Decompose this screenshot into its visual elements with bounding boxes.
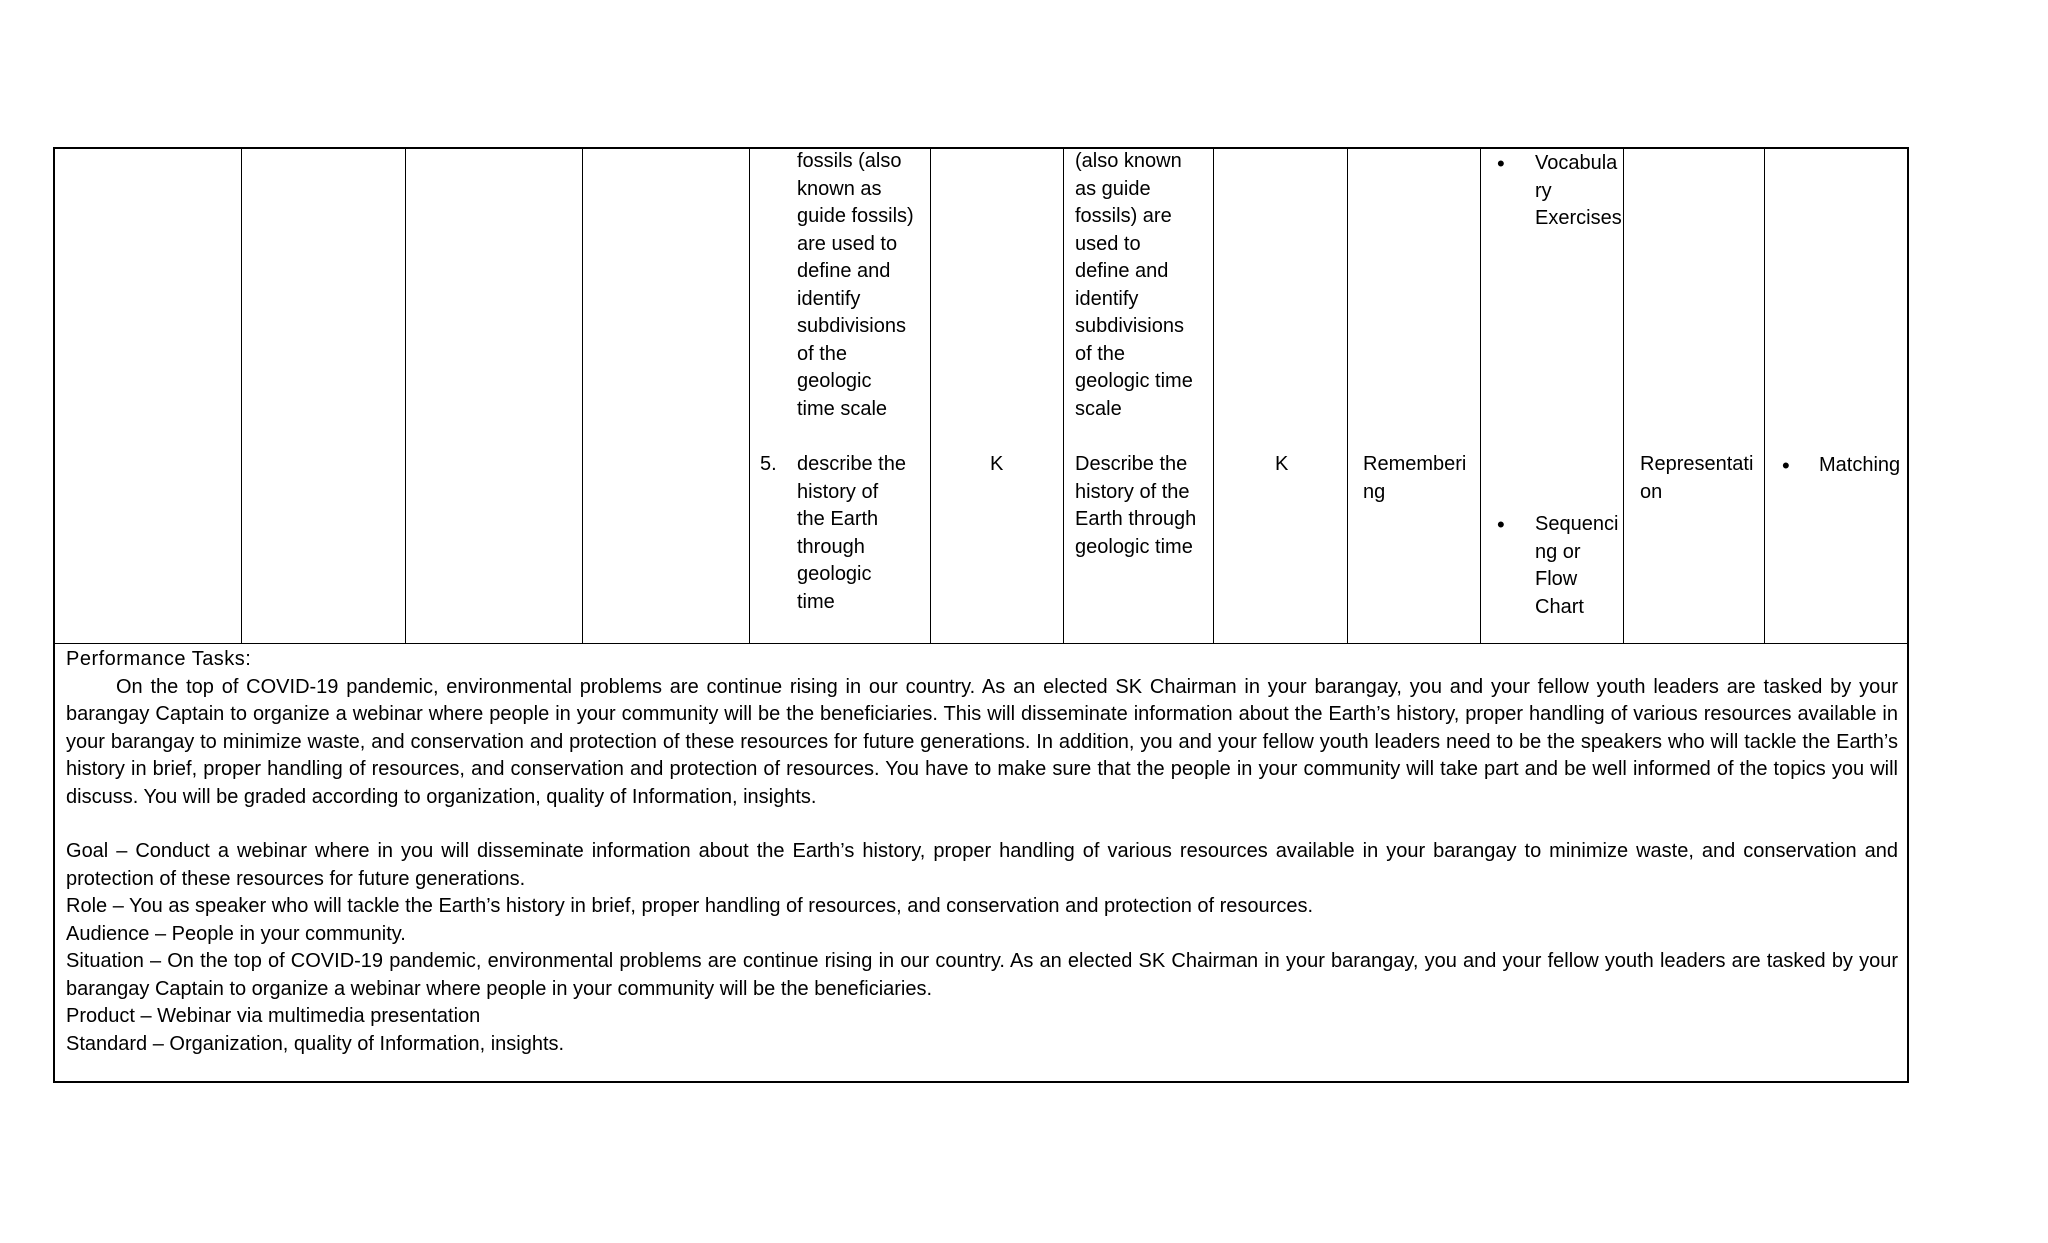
objective-line: geologic time xyxy=(1075,535,1193,558)
representation-cell xyxy=(1640,451,1762,506)
representation-line: Representati xyxy=(1640,453,1754,475)
assessment-item: Matching xyxy=(1819,454,1901,476)
competency-line: are used to xyxy=(797,232,898,255)
competency-line: identify xyxy=(797,287,861,310)
grasps-text: roduct – Webinar via multimedia presentation xyxy=(79,1005,481,1027)
activity-line: ry xyxy=(1535,179,1552,202)
cognitive-level-line: Rememberi xyxy=(1363,453,1467,475)
competency-line: guide fossils) xyxy=(797,205,914,227)
bullet-icon: • xyxy=(1497,151,1505,176)
activity-line: Flow xyxy=(1535,568,1578,590)
cognitive-level-cell xyxy=(1363,451,1475,506)
competency-line: time xyxy=(797,590,835,613)
competency-line: of the xyxy=(797,342,848,365)
objective-line: of the xyxy=(1075,342,1126,365)
competency-line: the Earth xyxy=(797,508,879,530)
grasps-role xyxy=(66,893,1898,921)
bullet-icon: • xyxy=(1497,512,1505,537)
grasps-goal xyxy=(66,838,1898,893)
objective-line: define and xyxy=(1075,260,1169,282)
section-title: Performance Tasks: xyxy=(66,648,252,670)
competency-cell-5 xyxy=(797,451,927,616)
column-divider xyxy=(749,147,750,644)
objective-line: subdivisions xyxy=(1075,315,1184,337)
representation-line: on xyxy=(1640,480,1663,503)
objective-cell-5 xyxy=(1075,451,1209,561)
objective-line: scale xyxy=(1075,397,1122,420)
competency-line: geologic xyxy=(797,370,872,392)
objective-cell xyxy=(1075,148,1209,423)
item-number: 5. xyxy=(760,453,777,475)
grasps-text: ole – You as speaker who will tackle the Earth’s history in brief, proper handling of resources, and conservation and protection of resources. xyxy=(80,895,1314,917)
performance-intro: On the top of COVID-19 pandemic, environmental problems are continue rising in our country. As an elected SK Chairman in your barangay, you and your fellow youth leaders are tasked by your barangay Captain to organize a webinar where people in your community will be the beneficiaries. This will disseminate information about the Earth’s history, proper handling of various resources available in your barangay to minimize waste, and conservation and protection of these resources for future generations. In addition, you and your fellow youth leaders need to be the speakers who will tackle the Earth’s history in brief, proper handling of resources, and conservation and protection of resources. You have to make sure that the people in your community will take part and be well informed of the topics you will discuss. You will be graded according to organization, quality of Information, insights. xyxy=(66,675,1898,808)
cognitive-level-line: ng xyxy=(1363,480,1386,503)
grasps-situation xyxy=(66,948,1898,1003)
column-divider xyxy=(582,147,583,644)
activity-line: Vocabula xyxy=(1535,152,1618,174)
competency-line: describe the xyxy=(797,453,906,475)
competency-line: define and xyxy=(797,260,891,282)
competency-line: through xyxy=(797,535,865,558)
bullet-icon: • xyxy=(1782,453,1790,478)
grasps-standard xyxy=(66,1031,1898,1059)
competency-line: history of xyxy=(797,480,879,503)
column-divider xyxy=(1480,147,1481,644)
objective-line: fossils) are xyxy=(1075,205,1172,227)
column-divider xyxy=(1347,147,1348,644)
grasps-text: tandard – Organization, quality of Information, insights. xyxy=(79,1032,565,1055)
objective-line: geologic time xyxy=(1075,370,1193,392)
column-divider xyxy=(241,147,242,644)
competency-line: subdivisions xyxy=(797,315,906,337)
grasps-text: oal – Conduct a webinar where in you will disseminate information about the Earth’s history, proper handling of various resources available in your barangay to minimize waste, and conservation and protection of these resources for future generations. xyxy=(66,840,1898,890)
competency-cell xyxy=(797,148,927,423)
objective-line: history of the xyxy=(1075,480,1190,503)
performance-tasks-section xyxy=(66,646,1898,1058)
column-divider xyxy=(1764,147,1765,644)
activity-line: Sequenci xyxy=(1535,513,1619,535)
competency-line: time scale xyxy=(797,397,888,420)
objective-line: Describe the xyxy=(1075,453,1188,475)
knowledge-type: K xyxy=(990,453,1004,475)
competency-line: fossils (also xyxy=(797,150,902,172)
activity-cell xyxy=(1535,150,1621,233)
grasps-letter: S xyxy=(66,1032,80,1055)
grasps-letter: S xyxy=(66,950,80,972)
objective-line: used to xyxy=(1075,232,1141,255)
grasps-letter: P xyxy=(66,1005,80,1027)
activity-cell xyxy=(1535,511,1621,621)
objective-line: as guide xyxy=(1075,177,1151,200)
activity-line: Chart xyxy=(1535,595,1584,618)
column-divider xyxy=(1063,147,1064,644)
grasps-text: ituation – On the top of COVID-19 pandemic, environmental problems are continue rising in our country. As an elected SK Chairman in your barangay, you and your fellow youth leaders are tasked by your barangay Captain to organize a webinar where people in your community will be the beneficiaries. xyxy=(66,950,1898,1000)
grasps-text: udience – People in your community. xyxy=(79,922,406,945)
column-divider xyxy=(1623,147,1624,644)
competency-line: geologic xyxy=(797,563,872,585)
knowledge-type: K xyxy=(1275,453,1289,475)
grasps-product xyxy=(66,1003,1898,1031)
grasps-letter: A xyxy=(66,922,80,945)
grasps-letter: G xyxy=(66,840,82,862)
column-divider xyxy=(405,147,406,644)
objective-line: Earth through xyxy=(1075,508,1197,530)
objective-line: (also known xyxy=(1075,150,1182,172)
grasps-letter: R xyxy=(66,895,81,917)
activity-line: Exercises xyxy=(1535,207,1622,229)
activity-line: ng or xyxy=(1535,540,1581,563)
competency-line: known as xyxy=(797,177,882,200)
grasps-audience xyxy=(66,921,1898,949)
column-divider xyxy=(930,147,931,644)
objective-line: identify xyxy=(1075,287,1139,310)
row-divider xyxy=(53,643,1909,644)
column-divider xyxy=(1213,147,1214,644)
